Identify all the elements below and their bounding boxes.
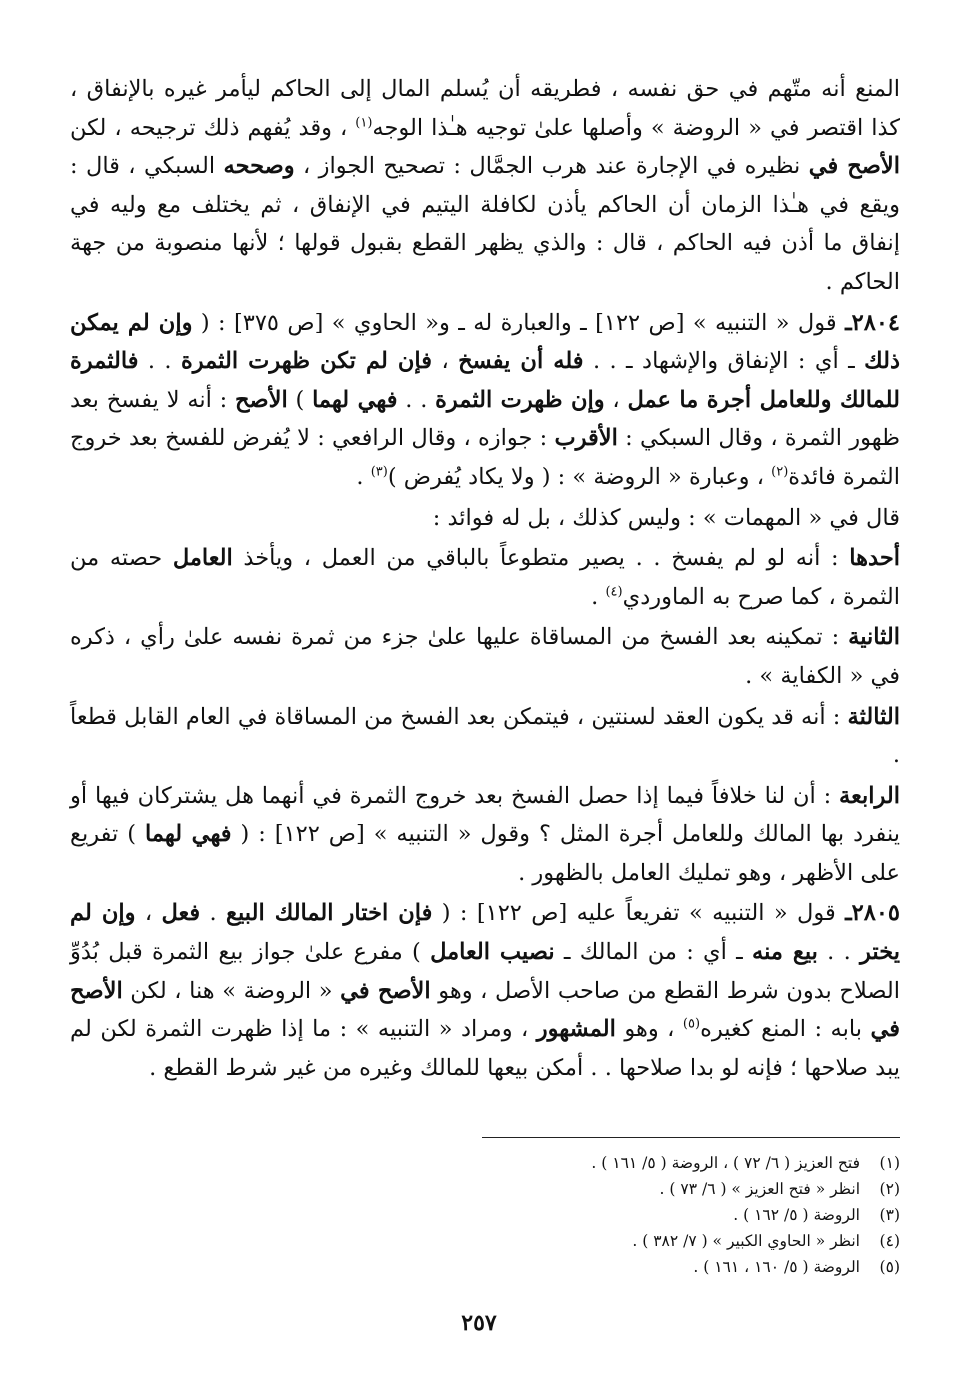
text-segment: ، وهو [615, 1016, 683, 1043]
text-segment: المنع أنه متّهم في حق نفسه ، فطريقه أن يُسلم المال إلى الحاكم ليأمر غيره بالإنفاق ، كذا اقتصر في « الروضة » وأصلها علىٰ توجيه هـٰذا الوجه [70, 76, 900, 141]
text-segment: : أنه لو لم يفسخ . . يصير متطوعاً بالباقي من العمل ، ويأخذ [232, 545, 850, 572]
text-segment: قول « التنبيه » [ص ١٢٢] ـ والعبارة له ـ و« الحاوي » [ص ٣٧٥] : ( [192, 309, 846, 336]
bold-text: فهي لهما [144, 821, 232, 848]
footnote [300, 1202, 900, 1228]
bold-text: وإن لم يمكن ذلك [70, 309, 900, 375]
bold-text: الأصح في [808, 153, 900, 180]
bold-text: المشهور [536, 1016, 616, 1043]
bold-text: الأقرب [554, 425, 618, 452]
footnote-marker: (٢) [771, 464, 789, 480]
bold-text: فإن لم تكن ظهرت الثمرة [180, 348, 433, 375]
bold-text: وإن ظهرت الثمرة [435, 386, 605, 413]
bold-text: أحدها [849, 545, 900, 572]
footnote-marker: (٤) [605, 584, 623, 600]
text-segment: : أن لنا خلافاً فيما إذا حصل الفسخ بعد خروج الثمرة في أنهما هل يشتركان فيها أو ينفرد بها المالك وللعامل أجرة المثل ؟ وقول « التنبيه » [ص ١٢٢] : ( [70, 782, 900, 848]
text-segment: ، وقد يُفهم ذلك ترجيحه ، لكن [70, 114, 356, 141]
bold-text: الثالثة [847, 703, 900, 730]
text-segment: قول « التنبيه » تفريعاً عليه [ص ١٢٢] : ( [432, 900, 846, 927]
text-segment: : جوازه ، وقال الرافعي : لا يُفرض للفسخ بعد خروج الثمرة فائدة [70, 425, 900, 490]
text-segment: . [200, 900, 227, 927]
footnote-number: (١) [879, 1154, 900, 1172]
footnote-number: (٥) [879, 1258, 900, 1276]
paragraph [70, 618, 900, 695]
text-segment: السبكي ، قال : ويقع في هـٰذا الزمان أن الحاكم يأذن لكافلة اليتيم في الإنفاق ، ثم يختلف مع وليه في إنفاق ما أذن فيه الحاكم ، قال : والذي يظهر القطع بقبول قولها ؛ لأنها منصوبة من جهة الحاكم . [70, 153, 900, 295]
page-number: ٢٥٧ [461, 1310, 497, 1336]
footnote-number: (٢) [879, 1180, 900, 1198]
text-segment: ، [604, 386, 628, 413]
bold-text: ٢٨٠٤ـ [845, 309, 900, 336]
text-segment: قال في « المهمات » : وليس كذلك ، بل له فوائد : [432, 504, 900, 531]
paragraph [70, 499, 900, 538]
bold-text: بيع منه [752, 939, 818, 966]
text-segment: ) مفرع علىٰ جواز بيع الثمرة قبل بُدُوِّ الصلاح بدون شرط القطع من صاحب الأصل ، وهو [70, 939, 900, 1004]
text-segment: . [591, 583, 606, 610]
footnote-text: انظر « الحاوي الكبير » ( ٧/ ٣٨٢ ) . [632, 1232, 860, 1250]
footnote-marker: (١) [355, 115, 373, 131]
text-segment: : تمكينه بعد الفسخ من المساقاة عليها علىٰ جزء من ثمرة نفسه علىٰ رأي ، ذكره في « الكفاية » . [70, 624, 900, 689]
footnote-marker: (٥) [682, 1016, 701, 1032]
bold-text: الأصح [235, 386, 288, 413]
paragraph [70, 894, 900, 1087]
footnote-number: (٣) [879, 1206, 900, 1224]
text-segment: « الروضة » هنا ، لكن [122, 977, 341, 1004]
text-segment: نظيره في الإجارة عند هرب الجمَّال : تصحيح الجواز ، [294, 153, 809, 180]
main-text [70, 70, 900, 1089]
bold-text: العامل [172, 545, 233, 572]
paragraph [70, 777, 900, 893]
text-segment: . . [138, 348, 181, 375]
paragraph [70, 698, 900, 775]
bold-text: الثانية [848, 624, 900, 651]
footnote [300, 1176, 900, 1202]
footnote [300, 1254, 900, 1280]
footnote-text: الروضة ( ٥/ ١٦٠ ، ١٦١ ) . [693, 1258, 860, 1276]
bold-text: وإن لم يختر [70, 900, 900, 966]
footnote-text: انظر « فتح العزيز » ( ٦/ ٧٣ ) . [659, 1180, 860, 1198]
text-segment: ، [432, 348, 459, 375]
text-segment: : أنه قد يكون العقد لسنتين ، فيتمكن بعد الفسخ من المساقاة في العام القابل قطعاً . [70, 703, 900, 769]
footnote-text: الروضة ( ٥/ ١٦٢ ) . [733, 1206, 860, 1224]
bold-text: نصيب العامل [430, 939, 555, 966]
text-segment: ، [135, 900, 162, 927]
footnotes [300, 1150, 900, 1280]
text-segment: ، وعبارة « الروضة » : ( ولا يكاد يُفرض ) [387, 463, 772, 490]
text-segment: حصته من الثمرة ، كما صرح به الماوردي [70, 545, 900, 610]
text-segment: بابه : المنع كغيره [700, 1016, 871, 1043]
footnote-text: فتح العزيز ( ٦/ ٧٢ ) ، الروضة ( ٥/ ١٦١ ) . [591, 1154, 860, 1172]
text-segment: ـ أي : من المالك ـ [554, 939, 753, 966]
footnote [300, 1150, 900, 1176]
bold-text: الأصح في [70, 977, 900, 1043]
bold-text: الأصح في [340, 977, 431, 1004]
text-segment: : أنه لا يفسخ بعد ظهور الثمرة ، وقال السبكي : [70, 386, 900, 452]
footnote-marker: (٣) [370, 464, 388, 480]
footnote-divider [482, 1137, 900, 1138]
bold-text: فعل [161, 900, 201, 927]
footnote [300, 1228, 900, 1254]
text-segment: ـ أي : الإنفاق والإشهاد ـ . . [583, 348, 865, 375]
text-segment: ) [287, 386, 313, 413]
text-segment: . . [397, 386, 436, 413]
bold-text: فهي لهما [312, 386, 398, 413]
footnote-number: (٤) [879, 1232, 900, 1250]
bold-text: فله أن يفسخ [458, 348, 584, 375]
bold-text: فالثمرة للمالك وللعامل أجرة ما عمل [70, 348, 900, 413]
text-segment: ) تفريع على الأظهر ، وهو تمليك العامل بالظهور . [70, 821, 900, 886]
paragraph [70, 539, 900, 616]
text-segment: . [356, 463, 371, 490]
bold-text: الرابعة [839, 782, 900, 809]
paragraph [70, 70, 900, 302]
paragraph [70, 304, 900, 497]
text-segment: . . [817, 939, 860, 966]
bold-text: فإن اختار المالك البيع [226, 900, 433, 927]
bold-text: ٢٨٠٥ـ [845, 900, 901, 927]
bold-text: وصححه [223, 153, 295, 180]
text-segment: ، ومراد « التنبيه » : ما إذا ظهرت الثمرة لكن لم يبد صلاحها ؛ فإنه لو بدا صلاحها . . أمكن بيعها للمالك وغيره من غير شرط القطع . [70, 1016, 900, 1081]
